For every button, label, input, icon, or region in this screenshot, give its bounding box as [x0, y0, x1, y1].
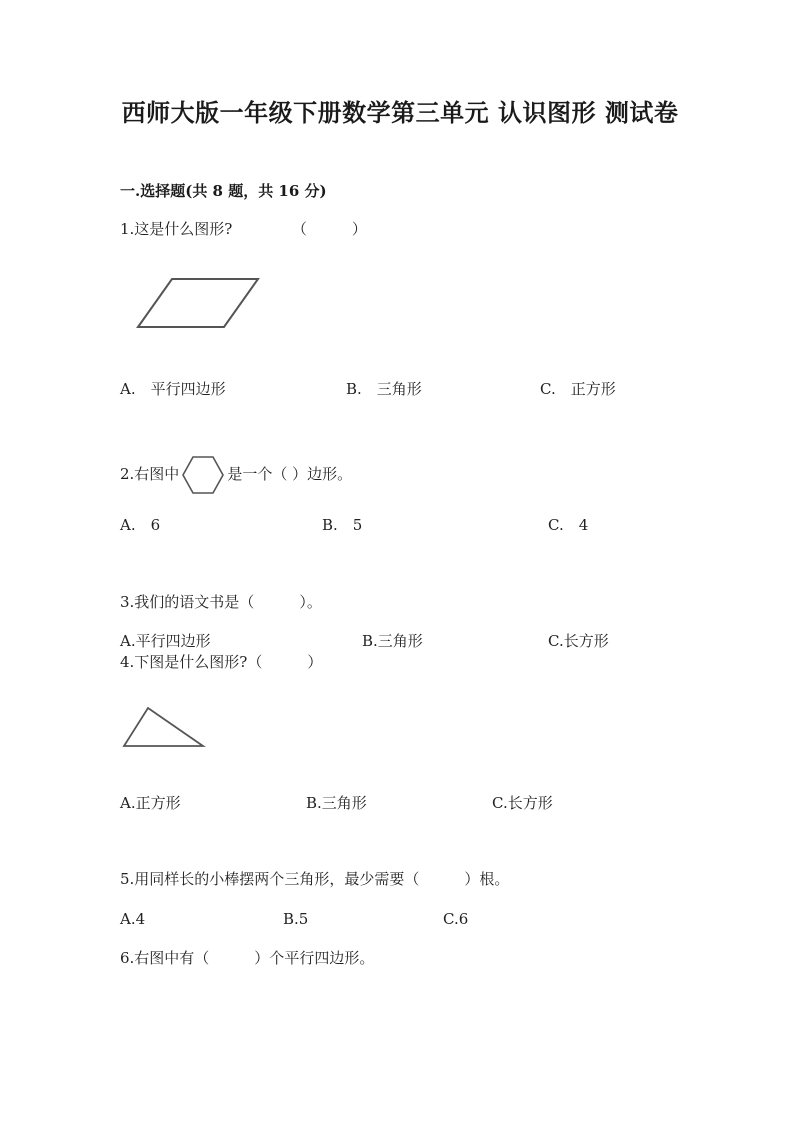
question-4-option-a[interactable]: A.正方形: [120, 794, 181, 812]
question-5-stem: 5.用同样长的小棒摆两个三角形，最少需要（ ）根。: [120, 870, 510, 888]
question-3: [120, 592, 322, 612]
question-4-option-c[interactable]: C.长方形: [492, 794, 553, 812]
question-4: [120, 652, 322, 672]
question-2-stem-start: 2.右图中: [120, 465, 180, 483]
section-heading: 一.选择题(共 8 题，共 16 分): [120, 182, 327, 200]
hexagon-figure: [181, 455, 225, 495]
question-2-stem-end: 是一个（ ）边形。: [227, 465, 353, 483]
question-2-option-c[interactable]: C. 4: [548, 516, 589, 534]
question-5-option-b[interactable]: B.5: [283, 910, 309, 928]
question-4-option-b[interactable]: B.三角形: [306, 794, 367, 812]
question-2: [120, 454, 352, 495]
triangle-figure: [122, 705, 206, 749]
question-5-option-c[interactable]: C.6: [443, 910, 469, 928]
question-2-option-a[interactable]: A. 6: [120, 516, 161, 534]
question-6-stem: 6.右图中有（ ）个平行四边形。: [120, 949, 375, 967]
question-1-option-a[interactable]: A. 平行四边形: [120, 380, 226, 398]
question-1-stem: 1.这是什么图形?: [120, 220, 233, 238]
question-3-option-b[interactable]: B.三角形: [362, 632, 423, 650]
question-6: [120, 948, 374, 968]
question-3-option-c[interactable]: C.长方形: [548, 632, 609, 650]
question-5: [120, 869, 509, 889]
question-5-option-a[interactable]: A.4: [120, 910, 146, 928]
question-2-option-b[interactable]: B. 5: [322, 516, 363, 534]
question-1-option-c[interactable]: C. 正方形: [540, 380, 616, 398]
parallelogram-figure: [134, 275, 264, 331]
question-4-stem: 4.下图是什么图形?（ ）: [120, 653, 323, 671]
question-3-option-a[interactable]: A.平行四边形: [120, 632, 211, 650]
question-1: [120, 219, 367, 239]
page-title: 西师大版一年级下册数学第三单元 认识图形 测试卷: [121, 98, 679, 127]
question-3-stem: 3.我们的语文书是（ ）。: [120, 593, 322, 611]
question-1-option-b[interactable]: B. 三角形: [346, 380, 422, 398]
question-1-blank: （ ）: [291, 220, 367, 238]
